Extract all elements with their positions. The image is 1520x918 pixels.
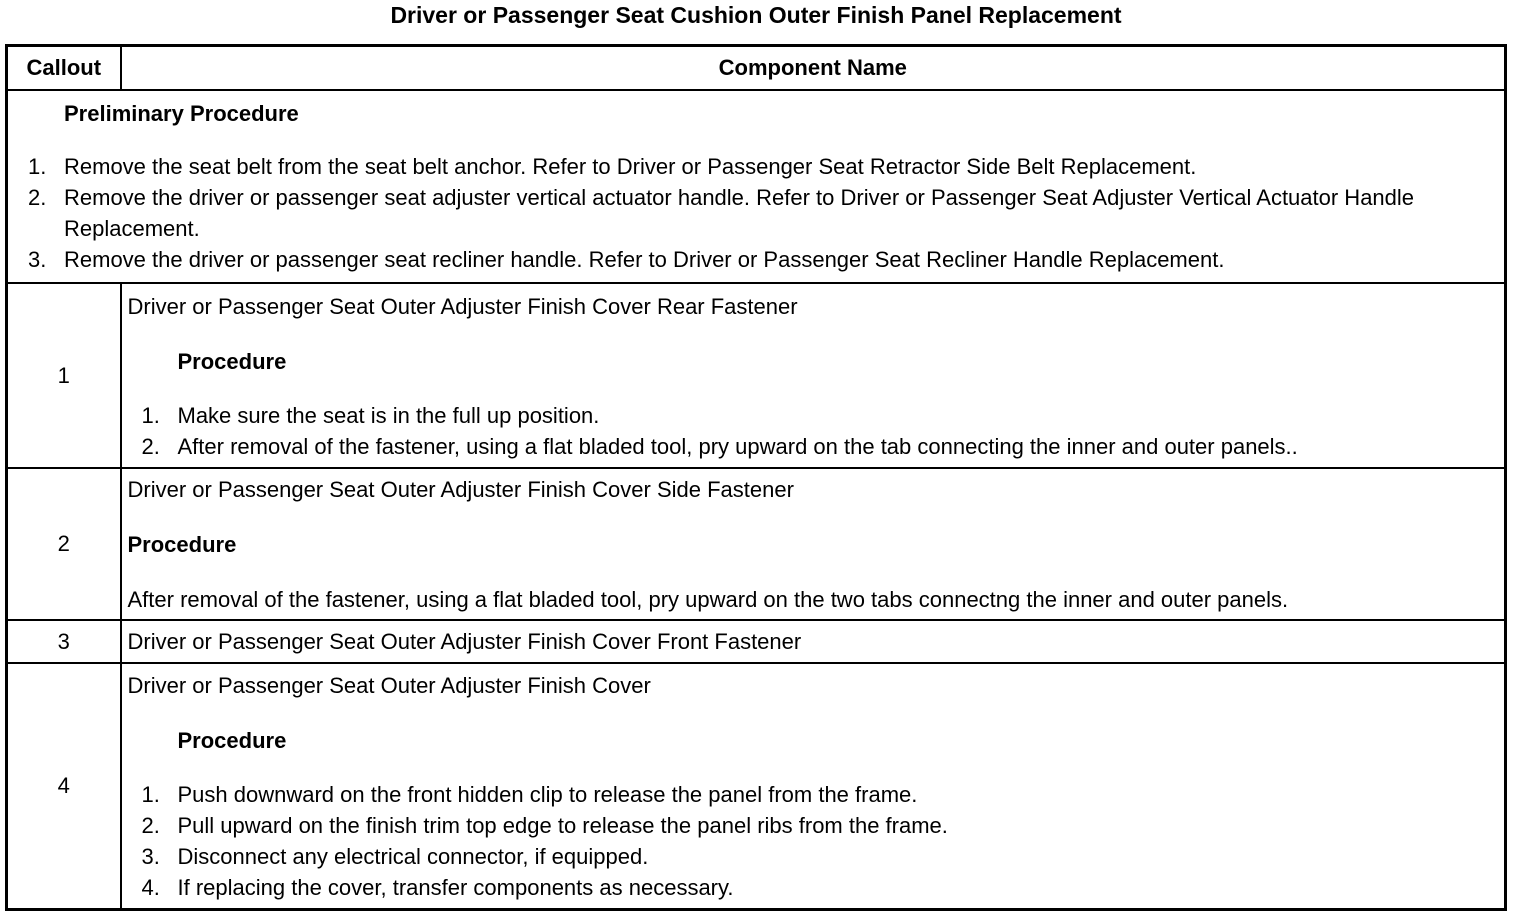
step-number: 4.: [141, 875, 160, 900]
step-text: After removal of the fastener, using a flat bladed tool, pry upward on the tab connecting the inner and outer panels..: [177, 433, 1298, 459]
step-text: Push downward on the front hidden clip to release the panel from the frame.: [177, 782, 918, 807]
header-callout: Callout: [7, 46, 121, 91]
table-row: [7, 663, 1506, 910]
callout-number: 1: [7, 283, 121, 468]
component-name: Driver or Passenger Seat Outer Adjuster Finish Cover Rear Fastener: [127, 293, 798, 319]
step-number: 1.: [141, 402, 160, 428]
step-number: 3.: [141, 844, 160, 869]
step-number: 3.: [28, 246, 47, 272]
header-component-name: Component Name: [121, 46, 1506, 91]
procedure-heading: Procedure: [177, 728, 287, 753]
page-title: Driver or Passenger Seat Cushion Outer Finish Panel Replacement: [390, 2, 1122, 28]
list-item: [128, 841, 1495, 872]
step-number: 2.: [141, 433, 160, 459]
preliminary-cell: [7, 90, 1506, 283]
callout-number: 2: [7, 468, 121, 620]
preliminary-heading: Preliminary Procedure: [64, 100, 299, 126]
component-cell: [121, 283, 1506, 468]
component-cell: [121, 620, 1506, 663]
preliminary-steps: [8, 151, 1494, 275]
list-item: [128, 810, 1495, 841]
step-text: If replacing the cover, transfer components as necessary.: [177, 875, 734, 900]
component-cell: [121, 663, 1506, 910]
component-name: Driver or Passenger Seat Outer Adjuster Finish Cover: [127, 673, 651, 698]
step-text: Remove the driver or passenger seat adjuster vertical actuator handle. Refer to Driver or Passenger Seat Adjuster Vertical Actuator Handle Replacement.: [64, 184, 1415, 241]
step-number: 2.: [28, 184, 47, 210]
procedure-steps: [128, 400, 1495, 462]
list-item: [8, 182, 1494, 244]
callout-number: 3: [7, 620, 121, 663]
table-row: [7, 468, 1506, 620]
preliminary-row: [7, 90, 1506, 283]
list-item: [128, 872, 1495, 903]
component-name: Driver or Passenger Seat Outer Adjuster Finish Cover Front Fastener: [127, 629, 802, 654]
step-text: Remove the seat belt from the seat belt anchor. Refer to Driver or Passenger Seat Retractor Side Belt Replacement.: [64, 153, 1197, 179]
table-row: [7, 620, 1506, 663]
step-text: Disconnect any electrical connector, if equipped.: [177, 844, 649, 869]
step-text: Make sure the seat is in the full up position.: [177, 402, 600, 428]
step-number: 1.: [141, 782, 160, 807]
callout-number: 4: [7, 663, 121, 910]
procedure-steps: [128, 779, 1495, 903]
list-item: [8, 244, 1494, 275]
step-number: 2.: [141, 813, 160, 838]
step-text: Remove the driver or passenger seat recliner handle. Refer to Driver or Passenger Seat Recliner Handle Replacement.: [64, 246, 1225, 272]
list-item: [128, 779, 1495, 810]
table-header-row: [7, 46, 1506, 91]
list-item: [128, 400, 1495, 431]
table-row: [7, 283, 1506, 468]
step-number: 1.: [28, 153, 47, 179]
procedure-text: After removal of the fastener, using a flat bladed tool, pry upward on the two tabs connectng the inner and outer panels.: [127, 586, 1289, 612]
component-cell: [121, 468, 1506, 620]
step-text: Pull upward on the finish trim top edge to release the panel ribs from the frame.: [177, 813, 948, 838]
list-item: [8, 151, 1494, 182]
procedure-heading: Procedure: [177, 348, 287, 374]
procedure-heading: Procedure: [127, 531, 237, 557]
component-name: Driver or Passenger Seat Outer Adjuster Finish Cover Side Fastener: [127, 476, 794, 502]
callout-table: [5, 44, 1507, 911]
list-item: [128, 431, 1495, 462]
